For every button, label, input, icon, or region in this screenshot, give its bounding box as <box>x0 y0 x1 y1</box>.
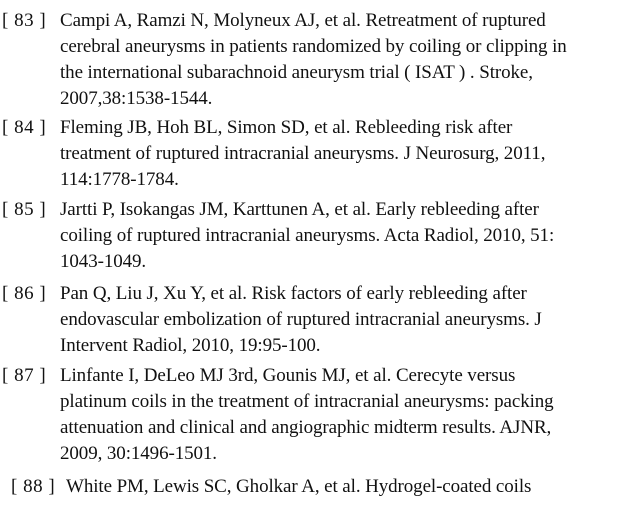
reference-text-line: Campi A, Ramzi N, Molyneux AJ, et al. Retreatment of ruptured <box>60 10 546 31</box>
reference-number: [ 85 ] <box>2 199 47 220</box>
reference-text-line: Jartti P, Isokangas JM, Karttunen A, et al. Early rebleeding after <box>60 199 539 220</box>
reference-number: [ 83 ] <box>2 10 47 31</box>
reference-text-line: White PM, Lewis SC, Gholkar A, et al. Hydrogel-coated coils <box>66 476 532 497</box>
reference-text-line: the international subarachnoid aneurysm trial ( ISAT ) . Stroke, <box>60 62 533 83</box>
reference-number: [ 88 ] <box>11 476 56 497</box>
reference-text-line: 2007,38:1538-1544. <box>60 88 213 109</box>
reference-number: [ 86 ] <box>2 283 47 304</box>
reference-number: [ 84 ] <box>2 117 47 138</box>
reference-text-line: attenuation and clinical and angiographic midterm results. AJNR, <box>60 417 552 438</box>
reference-text-line: 114:1778-1784. <box>60 169 179 190</box>
reference-text-line: treatment of ruptured intracranial aneurysms. J Neurosurg, 2011, <box>60 143 546 164</box>
reference-text-line: 2009, 30:1496-1501. <box>60 443 217 464</box>
reference-text-line: 1043-1049. <box>60 251 147 272</box>
reference-text-line: Pan Q, Liu J, Xu Y, et al. Risk factors of early rebleeding after <box>60 283 527 304</box>
reference-text-line: Fleming JB, Hoh BL, Simon SD, et al. Rebleeding risk after <box>60 117 513 138</box>
reference-text-line: Intervent Radiol, 2010, 19:95-100. <box>60 335 321 356</box>
reference-number: [ 87 ] <box>2 365 47 386</box>
reference-text-line: cerebral aneurysms in patients randomized by coiling or clipping in <box>60 36 567 57</box>
reference-text-line: coiling of ruptured intracranial aneurysms. Acta Radiol, 2010, 51: <box>60 225 555 246</box>
reference-text-line: platinum coils in the treatment of intracranial aneurysms: packing <box>60 391 554 412</box>
reference-text-line: endovascular embolization of ruptured intracranial aneurysms. J <box>60 309 542 330</box>
reference-text-line: Linfante I, DeLeo MJ 3rd, Gounis MJ, et al. Cerecyte versus <box>60 365 516 386</box>
